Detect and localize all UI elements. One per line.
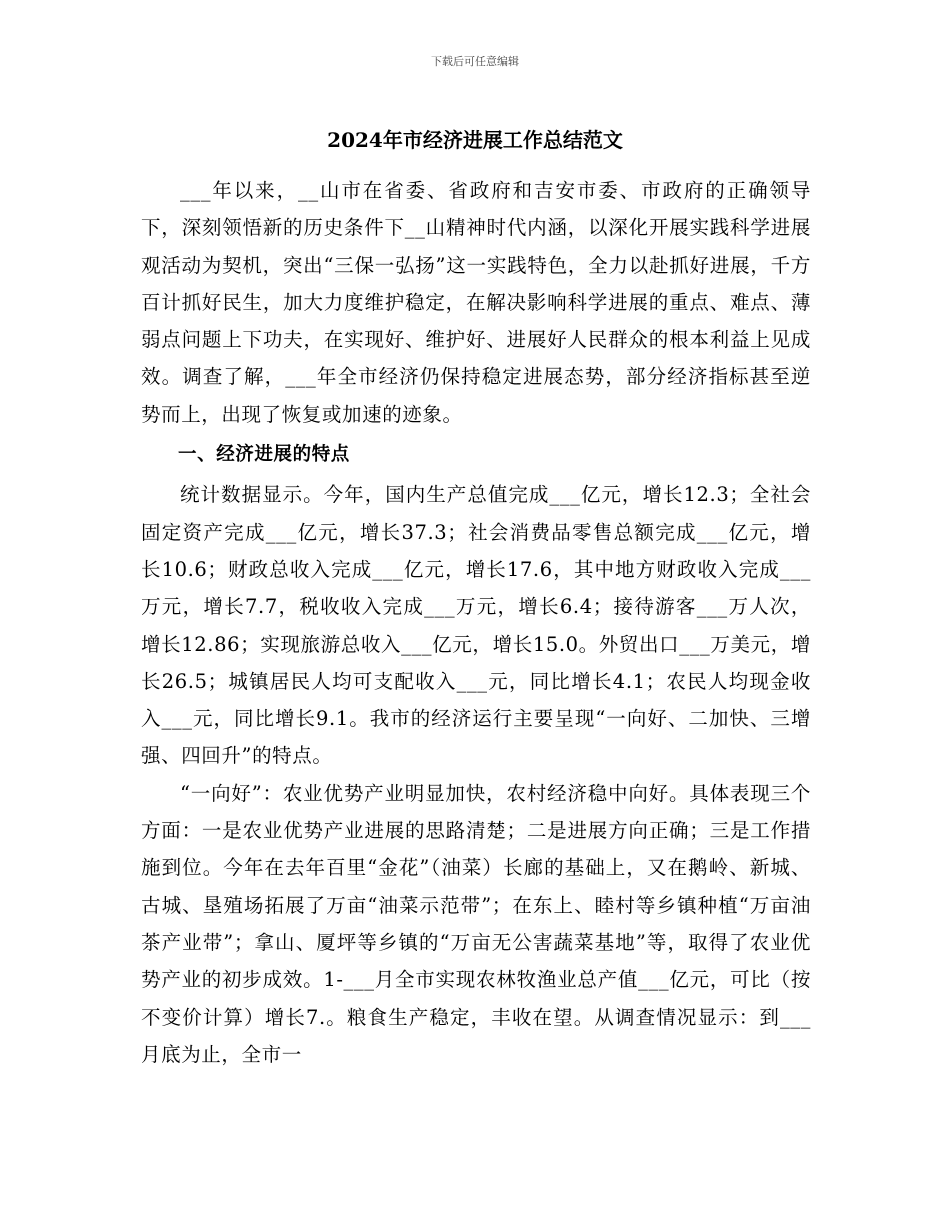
paragraph-agriculture: “一向好”：农业优势产业明显加快，农村经济稳中向好。具体表现三个方面：一是农业优势产业进展的思路清楚；二是进展方向正确；三是工作措施到位。今年在去年百里“金花”（油菜）长廊的基础上，又在鹅岭、新城、古城、垦殖场拓展了万亩“油菜示范带”；在东上、睦村等乡镇种植“万亩油茶产业带”；拿山、厦坪等乡镇的“万亩无公害蔬菜基地”等，取得了农业优势产业的初步成效。1-___月全市实现农林牧渔业总产值___亿元，可比（按不变价计算）增长7.。粮食生产稳定，丰收在望。从调查情况显示：到___月底为止，全市一	[141, 781, 811, 1066]
paragraph-statistics: 统计数据显示。今年，国内生产总值完成___亿元，增长12.3；全社会固定资产完成___亿元，增长37.3；社会消费品零售总额完成___亿元，增长10.6；财政总收入完成___亿元，增长17.6，其中地方财政收入完成___万元，增长7.7，税收收入完成___万元，增长6.4；接待游客___万人次，增长12.86；实现旅游总收入___亿元，增长15.0。外贸出口___万美元，增长26.5；城镇居民人均可支配收入___元，同比增长4.1；农民人均现金收入___元，同比增长9.1。我市的经济运行主要呈现“一向好、二加快、三增强、四回升”的特点。	[141, 483, 811, 768]
header-note: 下载后可任意编辑	[431, 55, 519, 68]
document-body	[141, 172, 811, 1073]
document-title: 2024年市经济进展工作总结范文	[327, 128, 623, 152]
section-heading: 一、经济进展的特点	[178, 444, 350, 466]
paragraph-intro: ___年以来，__山市在省委、省政府和吉安市委、市政府的正确领导下，深刻领悟新的历史条件下__山精神时代内涵，以深化开展实践科学进展观活动为契机，突出“三保一弘扬”这一实践特色，全力以赴抓好进展，千方百计抓好民生，加大力度维护稳定，在解决影响科学进展的重点、难点、薄弱点问题上下功夫，在实现好、维护好、进展好人民群众的根本利益上见成效。调查了解，___年全市经济仍保持稳定进展态势，部分经济指标甚至逆势而上，出现了恢复或加速的迹象。	[141, 179, 811, 426]
